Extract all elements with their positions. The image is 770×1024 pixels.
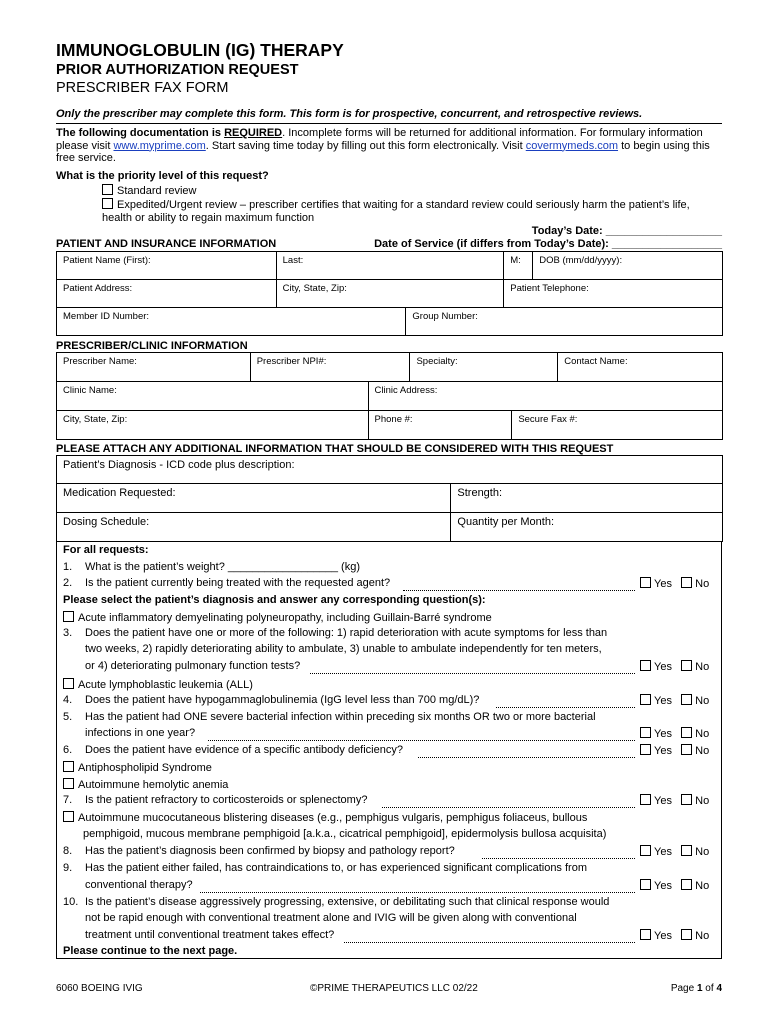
q5-text: Has the patient had ONE severe bacterial infection within preceding six months OR two or more bacterial — [85, 711, 596, 723]
patient-middle-initial-field[interactable]: M: — [504, 252, 533, 280]
dx-label: Acute inflammatory demyelinating polyneuropathy, including Guillain-Barré syndrome — [78, 612, 492, 624]
yes-label: Yes — [654, 578, 672, 590]
q4-number: 4. — [63, 694, 73, 706]
form-title: IMMUNOGLOBULIN (IG) THERAPY — [56, 40, 344, 60]
attach-info-heading: PLEASE ATTACH ANY ADDITIONAL INFORMATION THAT SHOULD BE CONSIDERED WITH THIS REQUEST — [56, 443, 614, 455]
q7-text: Is the patient refractory to corticosteroids or splenectomy? — [85, 794, 368, 806]
q6-text: Does the patient have evidence of a specific antibody deficiency? — [85, 744, 403, 756]
q7 — [63, 794, 367, 807]
q9 — [63, 862, 587, 875]
q4-answer[interactable] — [640, 694, 709, 707]
standard-review-label: Standard review — [117, 185, 197, 197]
clinic-address-field[interactable]: Clinic Address: — [368, 382, 722, 411]
dx-checkbox[interactable] — [63, 678, 74, 689]
no-label: No — [695, 695, 710, 707]
patient-address-field[interactable]: Patient Address: — [57, 280, 277, 308]
dx-acute-inflammatory[interactable] — [63, 611, 492, 625]
page-of-label: of — [702, 983, 717, 994]
dx-checkbox[interactable] — [63, 811, 74, 822]
no-checkbox[interactable] — [681, 794, 692, 805]
all-requests-heading: For all requests: — [63, 544, 149, 556]
intro-paragraph — [56, 127, 726, 165]
urgent-review-option[interactable] — [102, 198, 722, 224]
q7-answer[interactable] — [640, 794, 709, 807]
no-label: No — [695, 745, 710, 757]
dx-hemolytic-anemia[interactable] — [63, 778, 228, 792]
no-label: No — [695, 578, 710, 590]
leader-dots — [310, 660, 635, 674]
q9-text: Has the patient either failed, has contraindications to, or has experienced significant complications from — [85, 862, 587, 874]
q3 — [63, 627, 607, 640]
q4 — [63, 694, 479, 707]
strength-field[interactable]: Strength: — [451, 484, 723, 513]
yes-label: Yes — [654, 795, 672, 807]
leader-dots — [200, 879, 635, 893]
q1 — [63, 561, 360, 574]
q5-number: 5. — [63, 711, 73, 723]
q4-text: Does the patient have hypogammaglobulinemia (IgG level less than 700 mg/dL)? — [85, 694, 480, 706]
q3-line2: two weeks, 2) rapidly deteriorating ability to ambulate, 3) unable to ambulate independently for ten meters, — [85, 643, 602, 655]
clinic-city-field[interactable]: City, State, Zip: — [57, 411, 369, 440]
no-label: No — [695, 880, 710, 892]
dx-checkbox[interactable] — [63, 761, 74, 772]
yes-checkbox[interactable] — [640, 660, 651, 671]
page-total: 4 — [716, 983, 722, 994]
select-diagnosis-heading: Please select the patient’s diagnosis and answer any corresponding question(s): — [63, 594, 486, 606]
yes-checkbox[interactable] — [640, 727, 651, 738]
no-label: No — [695, 661, 710, 673]
clinic-name-field[interactable]: Clinic Name: — [57, 382, 369, 411]
q6-answer[interactable] — [640, 744, 709, 757]
secure-fax-field[interactable]: Secure Fax #: — [512, 411, 723, 440]
no-label: No — [695, 795, 710, 807]
yes-checkbox[interactable] — [640, 929, 651, 940]
q3-line3: or 4) deteriorating pulmonary function tests? — [85, 660, 301, 672]
divider — [56, 123, 722, 124]
yes-checkbox[interactable] — [640, 879, 651, 890]
prescriber-note: Only the prescriber may complete this form. This form is for prospective, concurrent, and retrospective reviews. — [56, 108, 643, 120]
intro-text: The following documentation is — [56, 127, 225, 139]
q9-line2: conventional therapy? — [85, 879, 193, 891]
patient-first-name-field[interactable]: Patient Name (First): — [57, 252, 277, 280]
q3-answer[interactable] — [640, 660, 709, 673]
q5 — [63, 711, 596, 724]
q2 — [63, 577, 390, 590]
no-checkbox[interactable] — [681, 694, 692, 705]
q3-number: 3. — [63, 627, 73, 639]
patient-city-field[interactable]: City, State, Zip: — [276, 280, 504, 308]
no-checkbox[interactable] — [681, 879, 692, 890]
dx-label: Autoimmune mucocutaneous blistering diseases (e.g., pemphigus vulgaris, pemphigus foliaceus, bullous — [78, 812, 588, 824]
q8 — [63, 845, 455, 858]
prescriber-name-field[interactable]: Prescriber Name: — [57, 353, 251, 382]
q2-text: Is the patient currently being treated with the requested agent? — [85, 577, 391, 589]
q10-text: Is the patient’s disease aggressively progressing, extensive, or debilitating such that clinical response would — [85, 896, 610, 908]
medication-requested-field[interactable]: Medication Requested: — [57, 484, 451, 513]
dx-all[interactable] — [63, 678, 253, 692]
yes-label: Yes — [654, 728, 672, 740]
no-label: No — [695, 728, 710, 740]
q5-line2: infections in one year? — [85, 727, 196, 739]
q6-number: 6. — [63, 744, 73, 756]
q8-number: 8. — [63, 845, 73, 857]
required-word: REQUIRED — [224, 127, 283, 139]
dx-blistering[interactable] — [63, 811, 587, 825]
no-checkbox[interactable] — [681, 727, 692, 738]
no-label: No — [695, 846, 710, 858]
q10-number: 10. — [63, 896, 79, 908]
patient-table — [56, 251, 723, 336]
q2-number: 2. — [63, 577, 73, 589]
leader-dots — [344, 929, 635, 943]
q7-number: 7. — [63, 794, 73, 806]
diagnosis-field[interactable]: Patient’s Diagnosis - ICD code plus description: — [57, 456, 723, 484]
standard-review-option[interactable] — [102, 184, 197, 197]
continue-note: Please continue to the next page. — [63, 945, 238, 957]
covermymeds-link[interactable]: covermymeds.com — [525, 139, 619, 152]
dx-antiphospholipid[interactable] — [63, 761, 212, 775]
q1-number: 1. — [63, 561, 73, 573]
dx-label: Autoimmune hemolytic anemia — [78, 779, 229, 791]
yes-label: Yes — [654, 695, 672, 707]
yes-checkbox[interactable] — [640, 845, 651, 856]
q3-text: Does the patient have one or more of the following: 1) rapid deterioration with acute symptoms for less than — [85, 627, 608, 639]
page-label: Page — [670, 983, 697, 994]
yes-checkbox[interactable] — [640, 577, 651, 588]
leader-dots — [382, 794, 635, 808]
leader-dots — [496, 694, 635, 708]
intro-text: . Incomplete forms will be returned for additional information. For formulary information please visit — [56, 127, 703, 152]
no-checkbox[interactable] — [681, 929, 692, 940]
form-code: 6060 BOEING IVIG — [56, 983, 143, 994]
quantity-field[interactable]: Quantity per Month: — [451, 513, 723, 542]
contact-name-field[interactable]: Contact Name: — [558, 353, 723, 382]
todays-date[interactable]: Today’s Date: ___________________ — [531, 225, 722, 237]
yes-checkbox[interactable] — [640, 794, 651, 805]
leader-dots — [482, 845, 635, 859]
yes-label: Yes — [654, 930, 672, 942]
dx-checkbox[interactable] — [63, 778, 74, 789]
dosing-schedule-field[interactable]: Dosing Schedule: — [57, 513, 451, 542]
q1-text[interactable]: What is the patient’s weight? __________________ (kg) — [85, 561, 360, 573]
no-checkbox[interactable] — [681, 577, 692, 588]
prescriber-table — [56, 352, 723, 440]
q10-line3: treatment until conventional treatment takes effect? — [85, 929, 335, 941]
leader-dots — [208, 727, 635, 741]
q10-answer[interactable] — [640, 929, 709, 942]
yes-checkbox[interactable] — [640, 694, 651, 705]
clinic-phone-field[interactable]: Phone #: — [368, 411, 512, 440]
leader-dots — [418, 744, 635, 758]
q9-number: 9. — [63, 862, 73, 874]
no-label: No — [695, 930, 710, 942]
q5-answer[interactable] — [640, 727, 709, 740]
prescriber-section-heading: PRESCRIBER/CLINIC INFORMATION — [56, 340, 248, 352]
priority-question: What is the priority level of this request? — [56, 170, 269, 182]
intro-text: . Start saving time today by filling out this form electronically. Visit — [205, 139, 526, 152]
date-of-service[interactable]: Date of Service (if differs from Today’s Date): __________________ — [374, 238, 722, 250]
dx-label: Antiphospholipid Syndrome — [78, 762, 212, 774]
no-checkbox[interactable] — [681, 744, 692, 755]
urgent-review-checkbox[interactable] — [102, 198, 113, 209]
yes-label: Yes — [654, 745, 672, 757]
urgent-review-label: Expedited/Urgent review – prescriber certifies that waiting for a standard review could seriously harm the patient’s life, health or ability to regain maximum function — [102, 199, 690, 224]
dx-checkbox[interactable] — [63, 611, 74, 622]
no-checkbox[interactable] — [681, 660, 692, 671]
q6 — [63, 744, 403, 757]
specialty-field[interactable]: Specialty: — [410, 353, 558, 382]
patient-last-name-field[interactable]: Last: — [276, 252, 504, 280]
standard-review-checkbox[interactable] — [102, 184, 113, 195]
yes-label: Yes — [654, 661, 672, 673]
page-indicator — [671, 983, 722, 994]
leader-dots — [403, 577, 635, 591]
q8-text: Has the patient’s diagnosis been confirmed by biopsy and pathology report? — [85, 845, 455, 857]
q9-answer[interactable] — [640, 879, 709, 892]
prescriber-npi-field[interactable]: Prescriber NPI#: — [250, 353, 410, 382]
intro-text: to begin using this free service. — [56, 139, 710, 165]
yes-checkbox[interactable] — [640, 744, 651, 755]
myprime-link[interactable]: www.myprime.com — [113, 139, 206, 152]
yes-label: Yes — [654, 880, 672, 892]
q2-answer[interactable] — [640, 577, 709, 590]
group-number-field[interactable]: Group Number: — [406, 308, 723, 336]
page-number: 1 — [696, 983, 703, 994]
patient-phone-field[interactable]: Patient Telephone: — [504, 280, 723, 308]
copyright: ©PRIME THERAPEUTICS LLC 02/22 — [310, 983, 478, 994]
medication-table — [56, 455, 723, 542]
member-id-field[interactable]: Member ID Number: — [57, 308, 406, 336]
patient-dob-field[interactable]: DOB (mm/dd/yyyy): — [533, 252, 723, 280]
form-subtitle: PRIOR AUTHORIZATION REQUEST — [56, 62, 299, 78]
no-checkbox[interactable] — [681, 845, 692, 856]
q10 — [63, 896, 609, 909]
yes-label: Yes — [654, 846, 672, 858]
dx-blistering-line2: pemphigoid, mucous membrane pemphigoid [a.k.a., cicatrical pemphigoid], epidermolysis bullosa acquisita) — [83, 828, 607, 840]
patient-section-heading: PATIENT AND INSURANCE INFORMATION — [56, 238, 277, 250]
q8-answer[interactable] — [640, 845, 709, 858]
form-type: PRESCRIBER FAX FORM — [56, 80, 229, 96]
q10-line2: not be rapid enough with conventional treatment alone and IVIG will be given along with conventional — [85, 912, 577, 924]
dx-label: Acute lymphoblastic leukemia (ALL) — [78, 679, 253, 691]
